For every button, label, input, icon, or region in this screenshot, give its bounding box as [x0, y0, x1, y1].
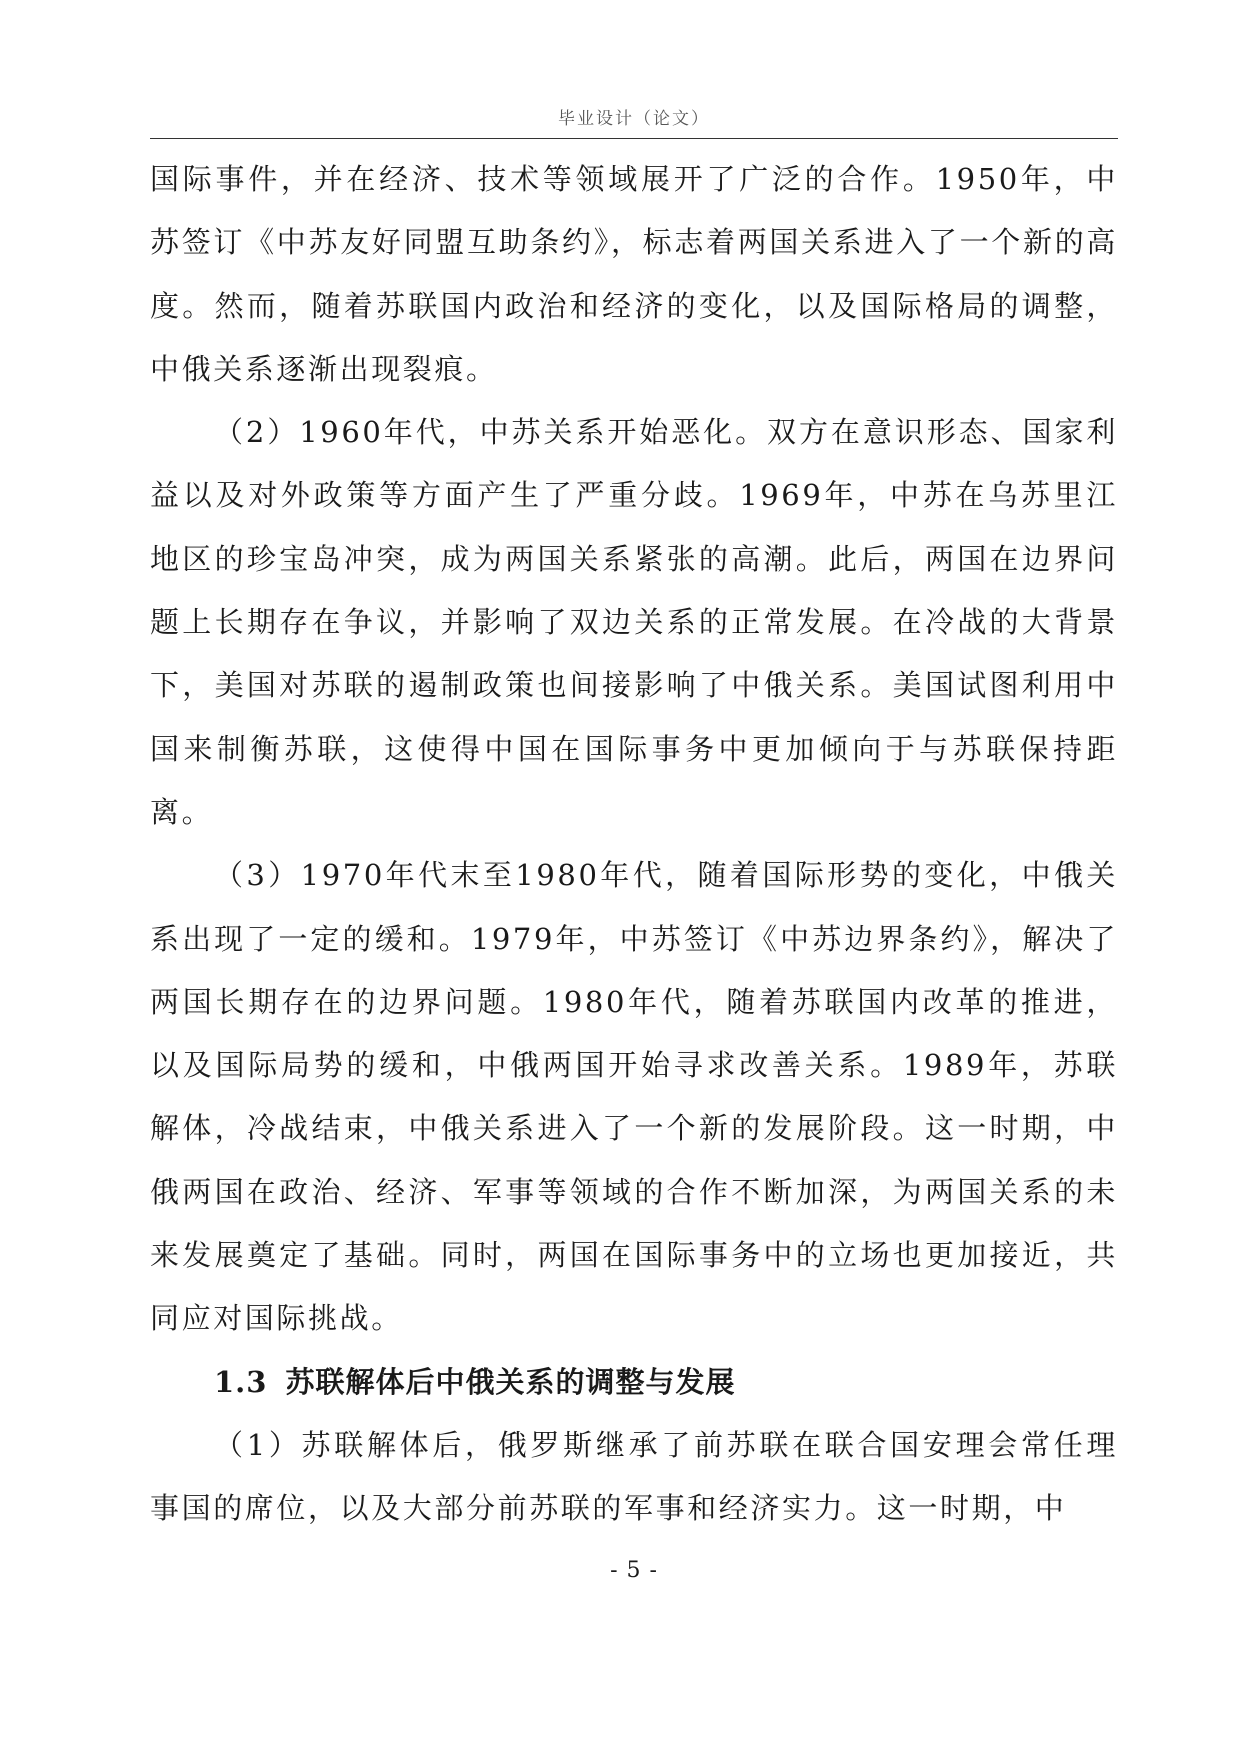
section-paragraph-1: （1）苏联解体后，俄罗斯继承了前苏联在联合国安理会常任理事国的席位，以及大部分前苏联的军事和经济实力。这一时期，中 — [150, 1427, 1118, 1526]
body-paragraph-3: （3）1970年代末至1980年代，随着国际形势的变化，中俄关系出现了一定的缓和。1979年，中苏签订《中苏边界条约》，解决了两国长期存在的边界问题。1980年代，随着苏联国内改革的推进，以及国际局势的缓和，中俄两国开始寻求改善关系。1989年，苏联解体，冷战结束，中俄关系进入了一个新的发展阶段。这一时期，中俄两国在政治、经济、军事等领域的合作不断加深，为两国关系的未来发展奠定了基础。同时，两国在国际事务中的立场也更加接近，共同应对国际挑战。 — [150, 858, 1118, 1336]
body-paragraph-continued: 国际事件，并在经济、技术等领域展开了广泛的合作。1950年，中苏签订《中苏友好同盟互助条约》，标志着两国关系进入了一个新的高度。然而，随着苏联国内政治和经济的变化，以及国际格局的调整，中俄关系逐渐出现裂痕。 — [150, 162, 1118, 386]
document-body — [150, 148, 1118, 1541]
page-number: - 5 - — [610, 1558, 658, 1583]
section-heading — [150, 1351, 1118, 1414]
body-paragraph-2: （2）1960年代，中苏关系开始恶化。双方在意识形态、国家利益以及对外政策等方面产生了严重分歧。1969年，中苏在乌苏里江地区的珍宝岛冲突，成为两国关系紧张的高潮。此后，两国在边界问题上长期存在争议，并影响了双边关系的正常发展。在冷战的大背景下，美国对苏联的遏制政策也间接影响了中俄关系。美国试图利用中国来制衡苏联，这使得中国在国际事务中更加倾向于与苏联保持距离。 — [150, 415, 1118, 829]
header-rule — [150, 138, 1118, 139]
running-header: 毕业设计（论文） — [558, 109, 710, 129]
section-title: 苏联解体后中俄关系的调整与发展 — [285, 1364, 736, 1399]
section-number: 1.3 — [214, 1364, 268, 1399]
